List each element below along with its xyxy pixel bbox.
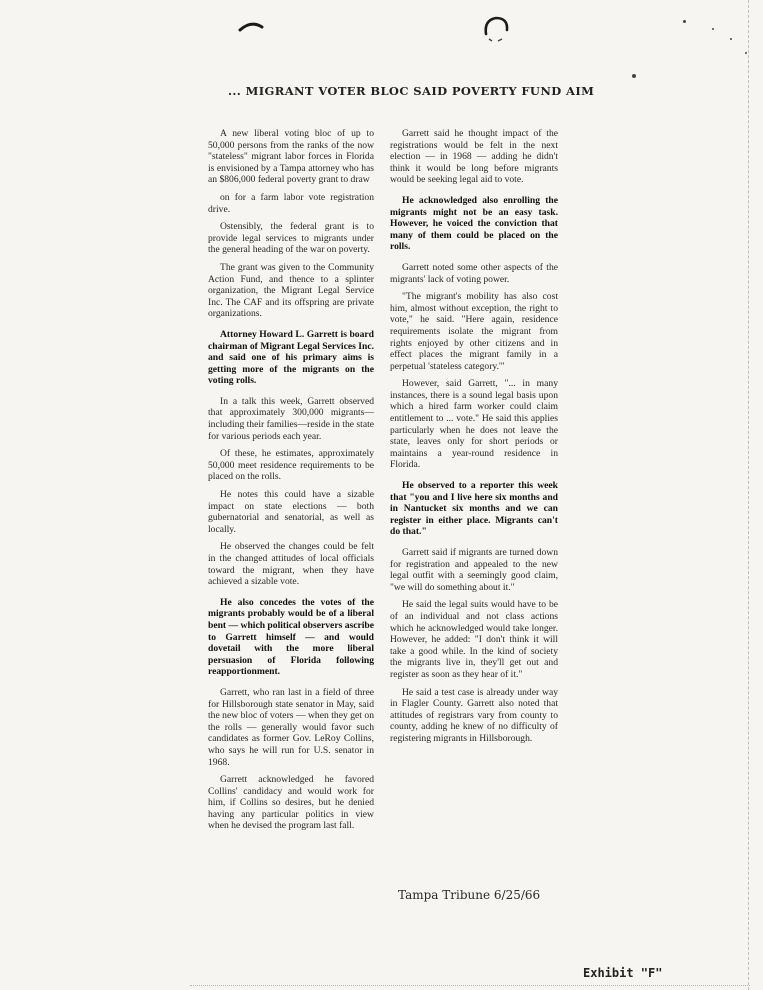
paragraph: Garrett noted some other aspects of the migrants' lack of voting power. — [390, 261, 558, 285]
scan-edge-line — [747, 0, 749, 990]
scan-speck — [632, 74, 636, 78]
scan-speck — [683, 20, 686, 23]
paragraph: Of these, he estimates, approximately 50,000 meet residence requirements to be placed on the rolls. — [208, 448, 374, 483]
binder-hole-mark-left — [238, 18, 264, 32]
scan-speck — [730, 38, 732, 40]
paragraph: Garrett said he thought impact of the registrations would be felt in the next election — in 1968 — adding he didn't think it would be long before migrants would be seeking legal aid to vote. — [390, 128, 558, 186]
paragraph: Garrett said if migrants are turned down for registration and appealed to the new legal outfit with a seemingly good claim, "we will do something about it." — [390, 547, 558, 593]
bold-paragraph: Attorney Howard L. Garrett is board chairman of Migrant Legal Services Inc. and said one of his primary aims is getting more of the migrants on the voting rolls. — [208, 328, 374, 387]
article-headline: ... MIGRANT VOTER BLOC SAID POVERTY FUND AIM — [228, 84, 595, 98]
paragraph: on for a farm labor vote registration drive. — [208, 191, 374, 215]
paragraph: He observed the changes could be felt in the changed attitudes of local officials toward the migrant, when they have achieved a sizable vote. — [208, 541, 374, 588]
bold-paragraph: He observed to a reporter this week that "you and I live here six months and in Nantucket six months and we can register in either place. Migrants can't do that." — [390, 480, 558, 538]
binder-hole-mark-right — [480, 14, 512, 44]
exhibit-label: Exhibit "F" — [583, 966, 663, 980]
article-column-left — [208, 128, 374, 838]
paragraph: Garrett, who ran last in a field of three for Hillsborough state senator in May, said the new bloc of voters — when they get on the rolls — generally would favor such candidates as former Gov. LeRoy Collins, who says he will run for U.S. senator in 1968. — [208, 686, 374, 768]
paragraph: He said the legal suits would have to be of an individual and not class actions which he acknowledged would take longer. However, he added: "I don't think it will take a good while. In the kind of society the migrants live in, they'll get out and register as soon as they hear of it." — [390, 599, 558, 680]
paragraph: He notes this could have a sizable impact on state elections — both gubernatorial and senatorial, as well as locally. — [208, 489, 374, 535]
paragraph: Ostensibly, the federal grant is to provide legal services to migrants under the general heading of the war on poverty. — [208, 221, 374, 256]
bold-paragraph: He also concedes the votes of the migrants probably would be of a liberal bent — which political observers ascribe to Garrett himself — and would dovetail with the more liberal persuasion of Florida following reapportionment. — [208, 596, 375, 678]
bold-paragraph: He acknowledged also enrolling the migrants might not be an easy task. However, he voiced the conviction that many of them could be placed on the rolls. — [390, 194, 558, 253]
paragraph: In a talk this week, Garrett observed that approximately 300,000 migrants—including their families—reside in the state for various periods each year. — [208, 395, 374, 442]
source-signature: Tampa Tribune 6/25/66 — [398, 888, 541, 902]
paragraph: Garrett acknowledged he favored Collins' candidacy and would work for him, if Collins so desires, but he denied having any particular politics in view when he devised the program last fall. — [208, 774, 374, 832]
bottom-scan-line — [190, 985, 750, 986]
paragraph: However, said Garrett, "... in many instances, there is a sound legal basis upon which a hired farm worker could claim entitlement to ... vote." He said this applies particularly when he does not leave the state, leaves only for short periods or maintains a year-round residence in Florida. — [390, 378, 558, 471]
article-column-right — [390, 128, 558, 751]
paragraph: The grant was given to the Community Action Fund, and thence to a splinter organization, the Migrant Legal Service Inc. The CAF and its offspring are private organizations. — [208, 261, 374, 320]
paragraph: A new liberal voting bloc of up to 50,000 persons from the ranks of the now "stateless" migrant labor forces in Florida is envisioned by a Tampa attorney who has an $806,000 federal poverty grant to draw — [208, 128, 374, 186]
paragraph: He said a test case is already under way in Flagler County. Garrett also noted that attitudes of registrars vary from county to county, adding he knew of no difficulty of registering migrants in Hillsborough. — [390, 686, 558, 744]
scan-speck — [712, 28, 714, 30]
paragraph: "The migrant's mobility has also cost him, almost without exception, the right to vote," he said. "Here again, residence requirements isolate the migrant from rights enjoyed by other citizens and in effect places the migrant family in a perpetual 'stateless category.'" — [390, 291, 558, 372]
